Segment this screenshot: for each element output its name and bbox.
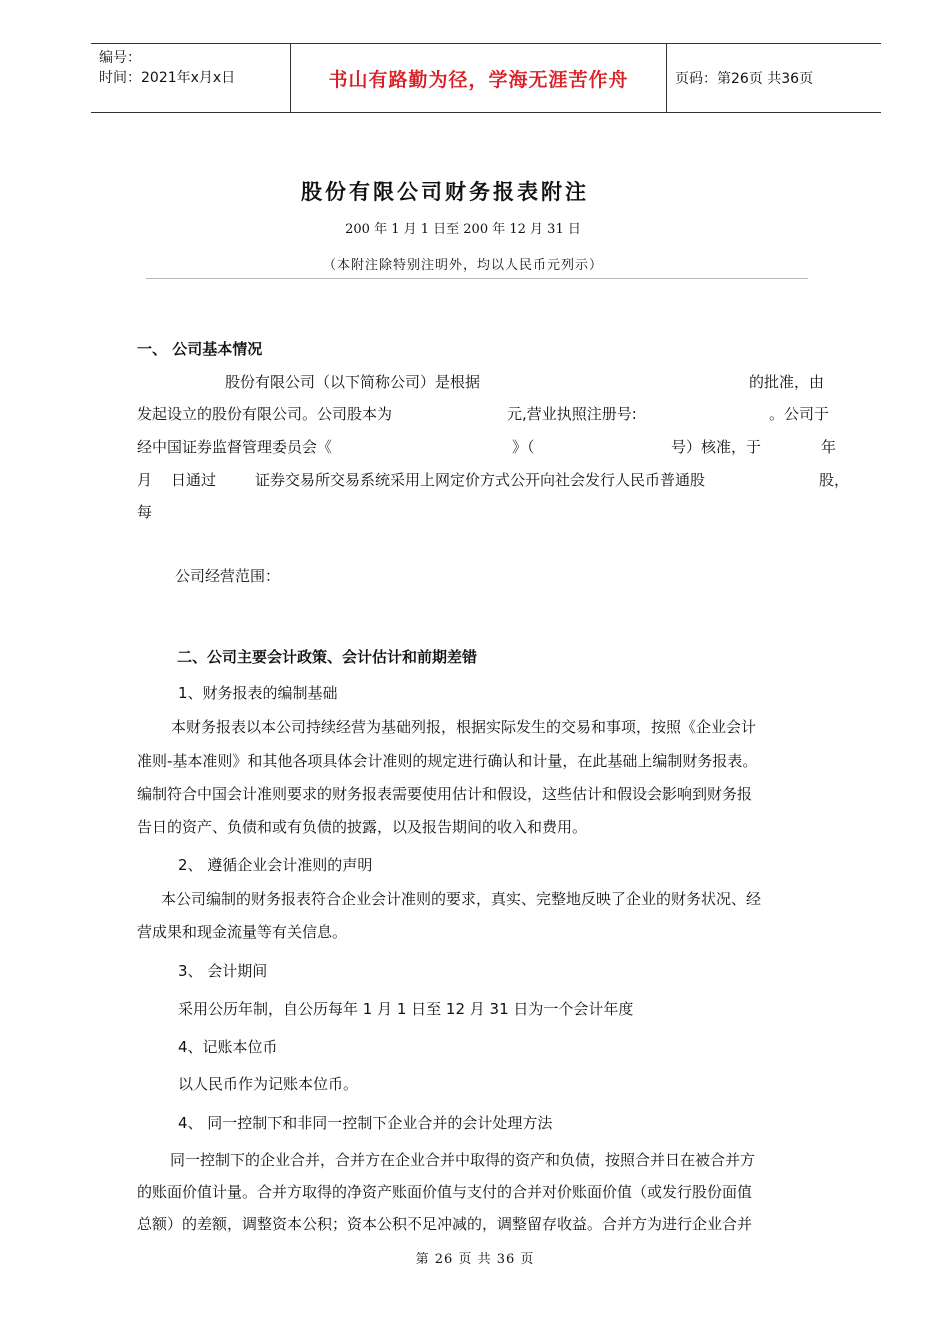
header-motto: 书山有路勤为径，学海无涯苦作舟 (290, 44, 667, 112)
s1-title: 1、财务报表的编制基础 (178, 684, 338, 702)
s1-para-line-2: 准则-基本准则》和其他各项具体会计准则的规定进行确认和计量，在此基础上编制财务报表。 (137, 752, 758, 770)
s5-title: 4、 同一控制下和非同一控制下企业合并的会计处理方法 (178, 1114, 553, 1132)
business-scope-label: 公司经营范围： (175, 567, 281, 585)
s1-para-line-4: 告日的资产、负债和或有负债的披露，以及报告期间的收入和费用。 (137, 818, 588, 836)
s2-para-line-1: 本公司编制的财务报表符合企业会计准则的要求，真实、完整地反映了企业的财务状况、经 (161, 890, 762, 908)
sec1-l3d: 年 (821, 438, 837, 456)
document-title: 股份有限公司财务报表附注 (301, 179, 589, 204)
s1-para-line-1: 本财务报表以本公司持续经营为基础列报，根据实际发生的交易和事项，按照《企业会计 (171, 718, 757, 736)
s5-para-line-3: 总额）的差额，调整资本公积；资本公积不足冲减的，调整留存收益。合并方为进行企业合并 (137, 1215, 753, 1233)
s4-title: 4、记账本位币 (178, 1038, 278, 1056)
s3-title: 3、 会计期间 (178, 962, 268, 980)
sec1-l3c: 号）核准，于 (671, 438, 762, 456)
header-table (91, 43, 881, 113)
sec1-l4b: 日通过 (171, 471, 217, 489)
sec1-l2a: 发起设立的股份有限公司。公司股本为 (137, 405, 393, 423)
header-left-cell (91, 44, 289, 116)
divider (146, 278, 808, 279)
s5-para-line-1: 同一控制下的企业合并，合并方在企业合并中取得的资产和负债，按照合并日在被合并方 (170, 1151, 756, 1169)
sec1-l4d: 股， (819, 471, 850, 489)
sec1-l2b: 元,营业执照注册号: (507, 405, 637, 423)
header-number: 编号： (99, 50, 141, 66)
s1-para-line-3: 编制符合中国会计准则要求的财务报表需要使用估计和假设，这些估计和假设会影响到财务报 (137, 785, 753, 803)
sec1-l1a: 股份有限公司（以下简称公司）是根据 (225, 373, 481, 391)
sec1-l1b: 的批准，由 (749, 373, 825, 391)
s2-title: 2、 遵循企业会计准则的声明 (178, 856, 373, 874)
report-period: 200 年 1 月 1 日至 200 年 12 月 31 日 (345, 222, 581, 237)
s2-para-line-2: 营成果和现金流量等有关信息。 (137, 923, 348, 941)
sec1-l3a: 经中国证券监督管理委员会《 (137, 438, 333, 456)
header-time: 时间：2021年x月x日 (99, 70, 236, 86)
sec1-l5: 每 (137, 503, 153, 521)
section-1-heading: 一、 公司基本情况 (137, 340, 263, 358)
section-2-heading: 二、公司主要会计政策、会计估计和前期差错 (177, 648, 478, 666)
s5-para-line-2: 的账面价值计量。合并方取得的净资产账面价值与支付的合并对价账面价值（或发行股份面值 (137, 1183, 753, 1201)
s3-para: 采用公历年制，自公历每年 1 月 1 日至 12 月 31 日为一个会计年度 (178, 1000, 634, 1018)
sec1-l4a: 月 (137, 471, 153, 489)
sec1-l4c: 证券交易所交易系统采用上网定价方式公开向社会发行人民币普通股 (255, 471, 706, 489)
sec1-l2c: 。公司于 (769, 405, 830, 423)
footer-page-number: 第 26 页 共 36 页 (415, 1252, 535, 1267)
s4-para: 以人民币作为记账本位币。 (178, 1075, 359, 1093)
header-page: 页码：第26页 共36页 (675, 71, 814, 87)
currency-note: （本附注除特别注明外，均以人民币元列示） (322, 258, 603, 273)
sec1-l3b: 》（ (512, 438, 535, 456)
